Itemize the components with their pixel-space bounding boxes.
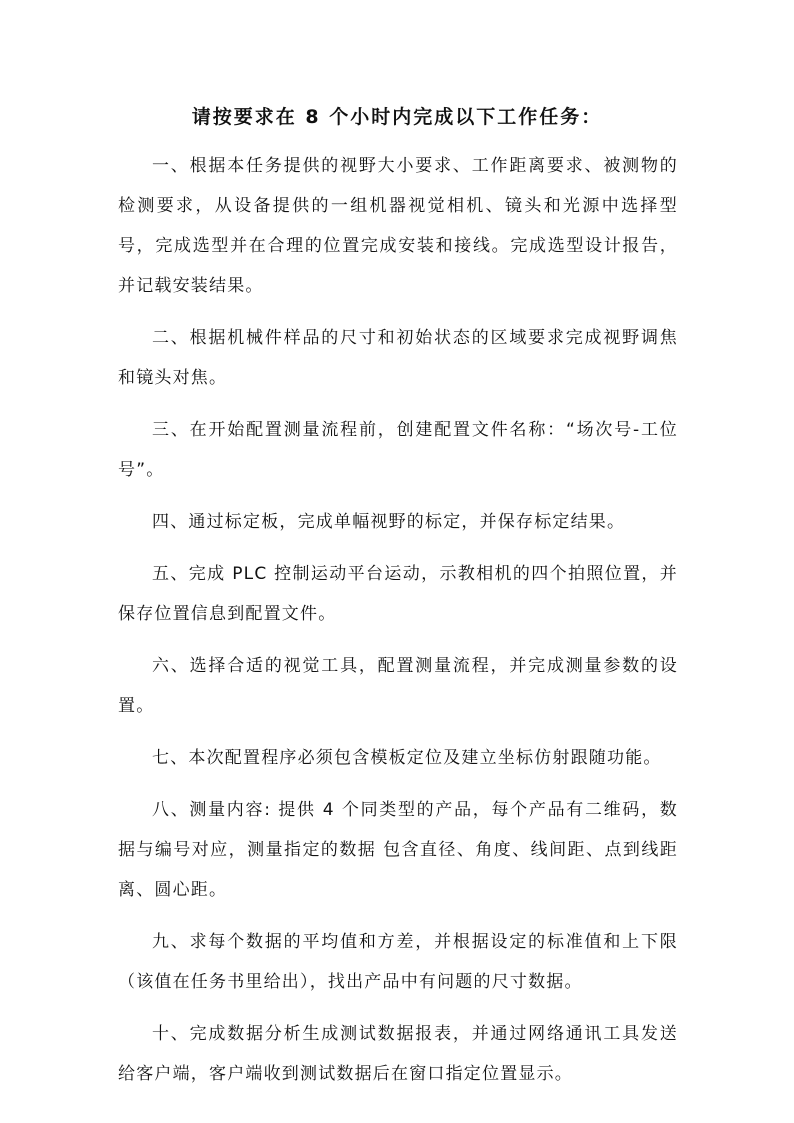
task-item-1: 一、根据本任务提供的视野大小要求、工作距离要求、被测物的检测要求，从设备提供的一组机器视觉相机、镜头和光源中选择型号，完成选型并在合理的位置完成安装和接线。完成选型设计报告，并记载安装结果。 <box>118 156 678 296</box>
task-item-10: 十、完成数据分析生成测试数据报表，并通过网络通讯工具发送给客户端，客户端收到测试数据后在窗口指定位置显示。 <box>118 1024 678 1084</box>
task-item-3: 三、在开始配置测量流程前，创建配置文件名称：“场次号-工位号”。 <box>118 420 678 480</box>
task-item-7: 七、本次配置程序必须包含模板定位及建立坐标仿射跟随功能。 <box>152 748 662 768</box>
task-item-2: 二、根据机械件样品的尺寸和初始状态的区域要求完成视野调焦和镜头对焦。 <box>118 328 678 388</box>
task-item-5: 五、完成 PLC 控制运动平台运动，示教相机的四个拍照位置，并保存位置信息到配置文件。 <box>118 564 678 624</box>
task-item-8: 八、测量内容: 提供 4 个同类型的产品，每个产品有二维码，数据与编号对应，测量指定的数据 包含直径、角度、线间距、点到线距离、圆心距。 <box>118 800 678 900</box>
document-title: 请按要求在 8 个小时内完成以下工作任务： <box>191 106 603 128</box>
task-item-9: 九、求每个数据的平均值和方差，并根据设定的标准值和上下限（该值在任务书里给出），找出产品中有问题的尺寸数据。 <box>118 932 678 992</box>
document-body <box>118 146 678 1106</box>
task-item-6: 六、选择合适的视觉工具，配置测量流程，并完成测量参数的设置。 <box>118 656 678 716</box>
task-item-4: 四、通过标定板，完成单幅视野的标定，并保存标定结果。 <box>152 512 626 532</box>
